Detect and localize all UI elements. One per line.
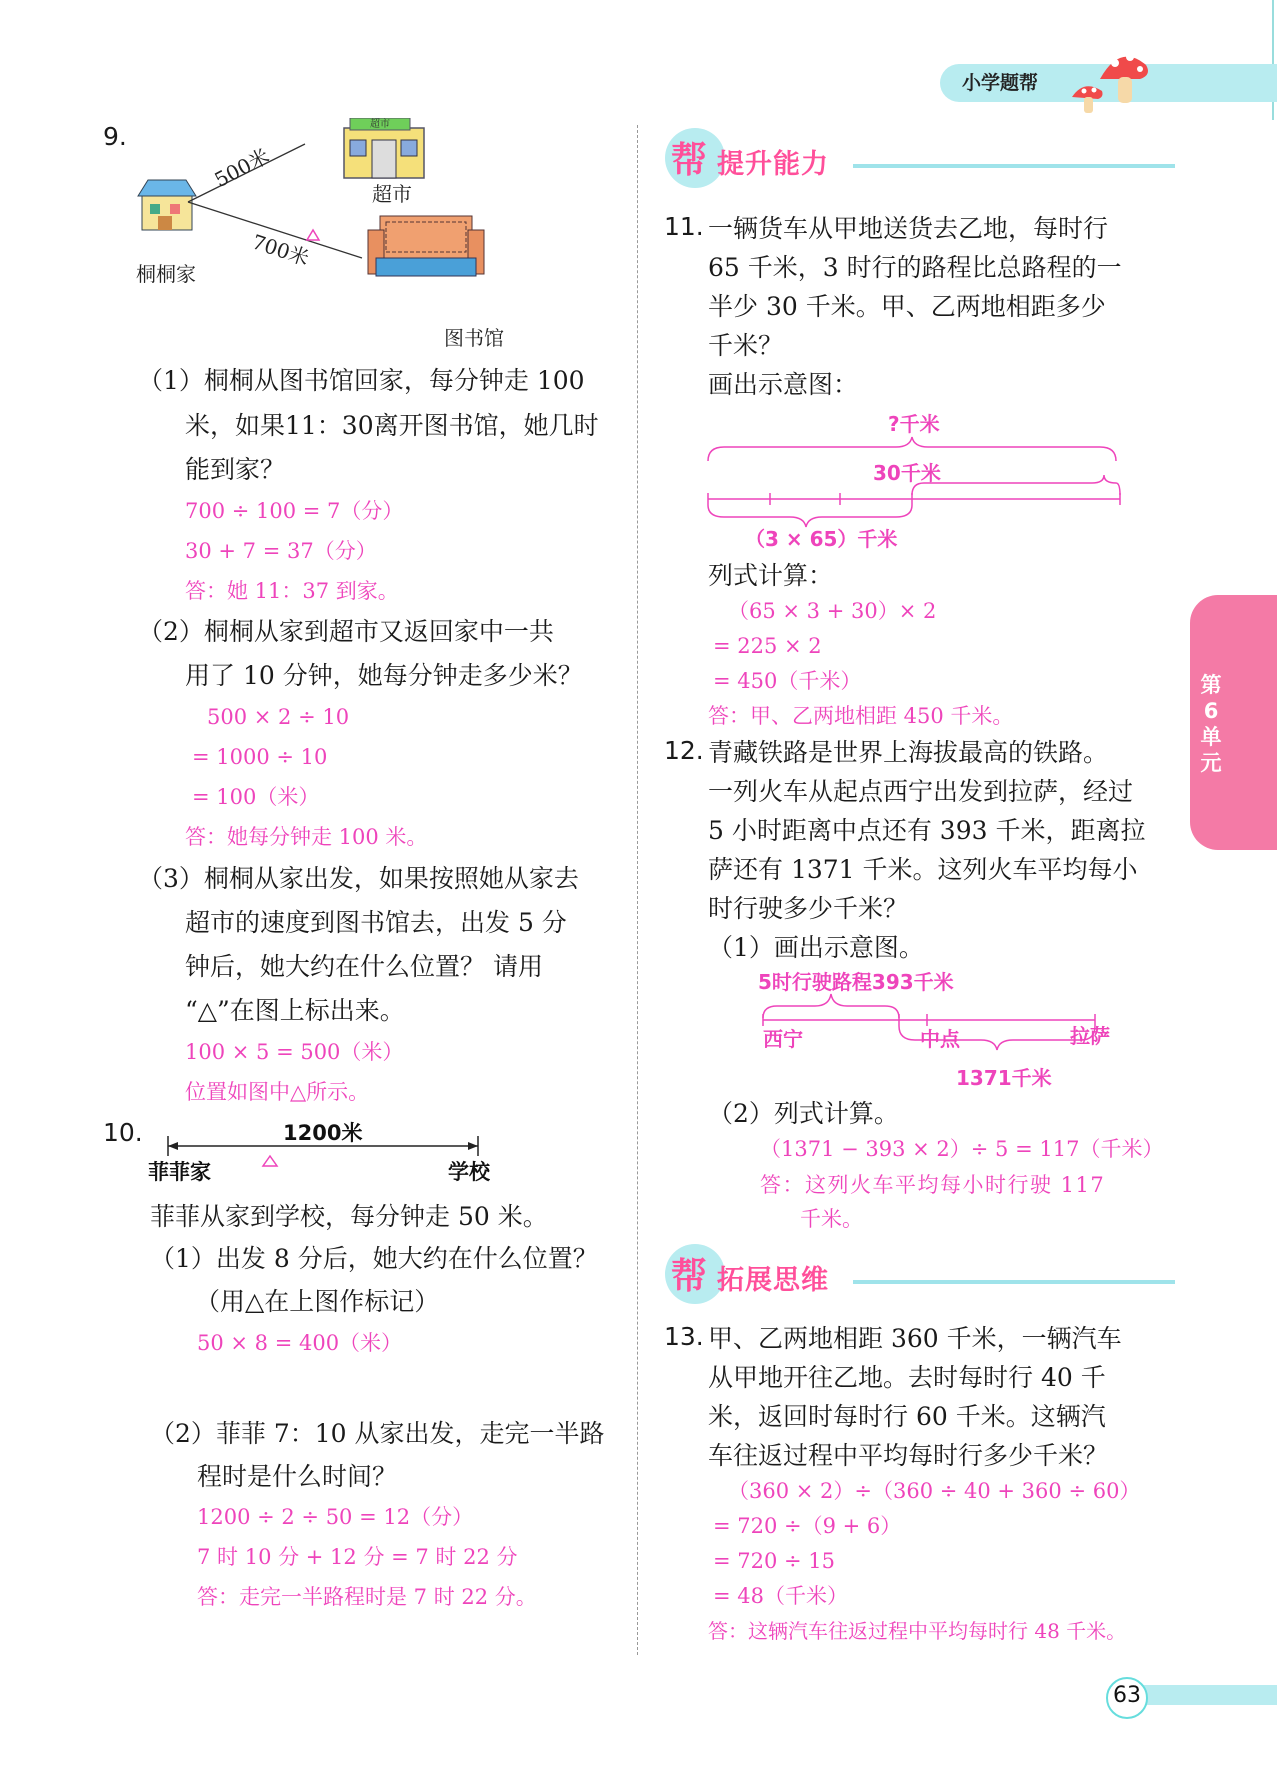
q11-calc-heading: 列式计算： bbox=[708, 561, 834, 590]
q12-number: 12. bbox=[664, 736, 704, 765]
q12-p2: （2）列式计算。 bbox=[708, 1099, 899, 1128]
q13-answer: （360 × 2）÷（360 ÷ 40 + 360 ÷ 60） bbox=[728, 1479, 1141, 1503]
q9-p1-line: 米，如果11：30离开图书馆，她几时 bbox=[185, 411, 599, 440]
q13-answer: = 720 ÷ 15 bbox=[713, 1549, 836, 1573]
q12-diagram-top: 5时行驶路程393千米 bbox=[758, 970, 954, 994]
q11-diagram-diff: 30千米 bbox=[873, 461, 941, 485]
q13-answer: = 720 ÷（9 + 6） bbox=[713, 1514, 902, 1538]
q9-p2-answer: 500 × 2 ÷ 10 bbox=[207, 705, 350, 729]
header-brand: 小学题帮 bbox=[962, 72, 1039, 94]
q9-p2-answer: = 1000 ÷ 10 bbox=[192, 745, 328, 769]
q12-answer: （1371 − 393 × 2）÷ 5 = 117（千米） bbox=[760, 1137, 1164, 1161]
column-divider bbox=[637, 125, 638, 1655]
q9-dist-supermarket: 500米 bbox=[210, 143, 274, 193]
q13-line: 甲、乙两地相距 360 千米，一辆汽车 bbox=[708, 1324, 1122, 1353]
section-title: 拓展思维 bbox=[717, 1265, 829, 1296]
mushroom-icon bbox=[1060, 45, 1170, 115]
q9-p2-line: （2）桐桐从家到超市又返回家中一共 bbox=[138, 617, 554, 646]
unit-side-tab-label: 第6单元 bbox=[1200, 673, 1222, 775]
section-heading-extend bbox=[665, 1244, 1180, 1304]
q9-p3-line: “△”在图上标出来。 bbox=[185, 996, 405, 1025]
q12-line: 时行驶多少千米？ bbox=[708, 894, 909, 923]
q11-answer: = 450（千米） bbox=[713, 669, 862, 693]
q9-p1-answer: 700 ÷ 100 = 7（分） bbox=[185, 499, 404, 523]
q9-p3-line: （3）桐桐从家出发，如果按照她从家去 bbox=[138, 864, 579, 893]
q10-start-label: 菲菲家 bbox=[148, 1160, 211, 1184]
q12-answer: 千米。 bbox=[800, 1207, 863, 1231]
section-rule bbox=[853, 164, 1175, 168]
q13-line: 车往返过程中平均每时行多少千米？ bbox=[708, 1441, 1109, 1470]
q9-p1-line: 能到家？ bbox=[185, 455, 286, 484]
q12-p1: （1）画出示意图。 bbox=[708, 933, 924, 962]
q13-line: 米，返回时每时行 60 千米。这辆汽 bbox=[708, 1402, 1106, 1431]
q9-p3-answer: 100 × 5 = 500（米） bbox=[185, 1040, 404, 1064]
q12-line: 5 小时距离中点还有 393 千米，距离拉 bbox=[708, 816, 1146, 845]
q9-p1-answer: 30 + 7 = 37（分） bbox=[185, 539, 377, 563]
section-badge-text: 帮 bbox=[671, 1256, 708, 1297]
q9-dist-library: 700米 bbox=[249, 229, 313, 271]
supermarket-sign: 超市 bbox=[370, 119, 390, 130]
q10-p1-line: （1）出发 8 分后，她大约在什么位置？ bbox=[150, 1244, 598, 1273]
q9-p3-line: 钟后，她大约在什么位置？ 请用 bbox=[185, 952, 543, 981]
q9-p3-answer: 位置如图中△所示。 bbox=[185, 1080, 370, 1104]
q11-answer: 答：甲、乙两地相距 450 千米。 bbox=[708, 704, 1014, 728]
q9-label-supermarket: 超市 bbox=[372, 182, 412, 206]
q11-line: 一辆货车从甲地送货去乙地，每时行 bbox=[708, 214, 1109, 243]
q10-p2-line: 程时是什么时间？ bbox=[197, 1462, 398, 1491]
section-title: 提升能力 bbox=[717, 149, 829, 180]
q9-p2-line: 用了 10 分钟，她每分钟走多少米？ bbox=[185, 661, 583, 690]
q9-label-home: 桐桐家 bbox=[136, 262, 196, 286]
q10-p2-line: （2）菲菲 7：10 从家出发，走完一半路 bbox=[150, 1419, 605, 1448]
q9-p1-answer: 答：她 11：37 到家。 bbox=[185, 579, 399, 603]
q11-diagram-heading: 画出示意图： bbox=[708, 370, 859, 399]
q11-answer: （65 × 3 + 30）× 2 bbox=[728, 599, 937, 623]
home-icon bbox=[138, 180, 196, 230]
q12-diagram-end: 拉萨 bbox=[1070, 1024, 1110, 1048]
q11-line: 千米？ bbox=[708, 331, 784, 360]
page-number: 63 bbox=[1113, 1683, 1141, 1708]
q11-number: 11. bbox=[664, 212, 704, 241]
q11-line: 65 千米，3 时行的路程比总路程的一 bbox=[708, 253, 1122, 282]
q10-number: 10. bbox=[103, 1118, 143, 1147]
q12-diagram-bottom: 1371千米 bbox=[956, 1066, 1052, 1090]
q10-p2-answer: 7 时 10 分 + 12 分 = 7 时 22 分 bbox=[197, 1545, 518, 1569]
q9-label-library: 图书馆 bbox=[444, 326, 504, 350]
q13-answer: 答：这辆汽车往返过程中平均每时行 48 千米。 bbox=[708, 1619, 1127, 1643]
q9-p1-line: （1）桐桐从图书馆回家，每分钟走 100 bbox=[138, 366, 585, 395]
q11-diagram-total: ?千米 bbox=[888, 412, 940, 436]
q9-triangle-marker bbox=[307, 230, 319, 240]
library-icon bbox=[368, 216, 484, 276]
q13-number: 13. bbox=[664, 1322, 704, 1351]
q12-diagram-start: 西宁 bbox=[763, 1027, 803, 1051]
section-badge-text: 帮 bbox=[671, 140, 708, 181]
q10-p2-answer: 答：走完一半路程时是 7 时 22 分。 bbox=[197, 1585, 537, 1609]
q10-intro: 菲菲从家到学校，每分钟走 50 米。 bbox=[150, 1202, 548, 1231]
section-rule bbox=[853, 1280, 1175, 1284]
q9-p3-line: 超市的速度到图书馆去，出发 5 分 bbox=[185, 908, 567, 937]
q10-p1-line: （用△在上图作标记） bbox=[195, 1287, 440, 1316]
q11-answer: = 225 × 2 bbox=[713, 634, 822, 658]
q12-answer: 答：这列火车平均每小时行驶 117 bbox=[760, 1173, 1106, 1197]
q10-p2-answer: 1200 ÷ 2 ÷ 50 = 12（分） bbox=[197, 1505, 474, 1529]
q13-line: 从甲地开往乙地。去时每时行 40 千 bbox=[708, 1363, 1106, 1392]
q9-p2-answer: 答：她每分钟走 100 米。 bbox=[185, 825, 428, 849]
q12-diagram-mid: 中点 bbox=[920, 1027, 960, 1051]
q10-end-label: 学校 bbox=[448, 1160, 490, 1184]
q13-answer: = 48（千米） bbox=[713, 1584, 848, 1608]
q12-line: 青藏铁路是世界上海拔最高的铁路。 bbox=[708, 738, 1109, 767]
q11-line: 半少 30 千米。甲、乙两地相距多少 bbox=[708, 292, 1106, 321]
q9-number: 9. bbox=[103, 122, 127, 151]
q9-p2-answer: = 100（米） bbox=[192, 785, 320, 809]
q10-distance: 1200米 bbox=[283, 1121, 363, 1145]
q12-line: 萨还有 1371 千米。这列火车平均每小 bbox=[708, 855, 1138, 884]
q10-triangle-marker bbox=[263, 1156, 277, 1166]
q10-p1-answer: 50 × 8 = 400（米） bbox=[197, 1331, 403, 1355]
section-heading-improve bbox=[665, 128, 1180, 188]
q11-diagram-part: （3 × 65）千米 bbox=[745, 527, 898, 551]
page-edge-line bbox=[1272, 0, 1274, 120]
q12-line: 一列火车从起点西宁出发到拉萨，经过 bbox=[708, 777, 1134, 806]
